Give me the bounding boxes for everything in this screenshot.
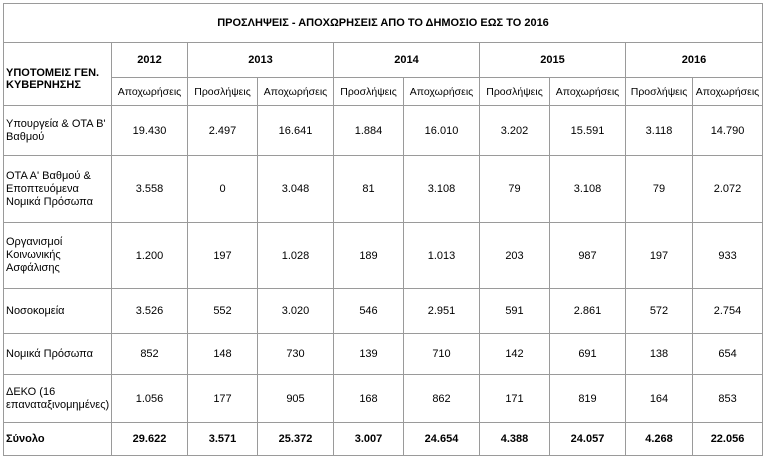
table-cell: 3.108 xyxy=(404,156,480,223)
table-cell: 591 xyxy=(480,289,550,334)
table-cell: 24.654 xyxy=(404,423,480,456)
table-cell: 14.790 xyxy=(693,106,763,156)
row-label: Υπουργεία & ΟΤΑ Β' Βαθμού xyxy=(4,106,112,156)
year-header-2016: 2016 xyxy=(626,43,763,78)
table-cell: 3.020 xyxy=(258,289,334,334)
corner-header: ΥΠΟΤΟΜΕΙΣ ΓΕΝ. ΚΥΒΕΡΝΗΣΗΣ xyxy=(4,43,112,106)
table-cell: 852 xyxy=(112,334,188,375)
table-cell: 933 xyxy=(693,223,763,289)
table-cell: 2.072 xyxy=(693,156,763,223)
row-label: Σύνολο xyxy=(4,423,112,456)
table-cell: 572 xyxy=(626,289,693,334)
column-header: Αποχωρήσεις xyxy=(550,78,626,106)
table-cell: 546 xyxy=(334,289,404,334)
table-cell: 4.268 xyxy=(626,423,693,456)
table-row xyxy=(4,334,763,375)
table-row xyxy=(4,156,763,223)
table-cell: 197 xyxy=(188,223,258,289)
table-cell: 148 xyxy=(188,334,258,375)
table-cell: 1.200 xyxy=(112,223,188,289)
year-header-2012: 2012 xyxy=(112,43,188,78)
column-header: Αποχωρήσεις xyxy=(693,78,763,106)
row-label: ΟΤΑ Α' Βαθμού & Εποπτευόμενα Νομικά Πρόσωπα xyxy=(4,156,112,223)
table-cell: 862 xyxy=(404,375,480,423)
row-label: Νομικά Πρόσωπα xyxy=(4,334,112,375)
table-cell: 25.372 xyxy=(258,423,334,456)
table-cell: 15.591 xyxy=(550,106,626,156)
table-cell: 24.057 xyxy=(550,423,626,456)
table-cell: 2.951 xyxy=(404,289,480,334)
table-title: ΠΡΟΣΛΗΨΕΙΣ - ΑΠΟΧΩΡΗΣΕΙΣ ΑΠΟ ΤΟ ΔΗΜΟΣΙΟ ΕΩΣ ΤΟ 2016 xyxy=(4,4,763,43)
table-cell: 987 xyxy=(550,223,626,289)
table-cell: 3.048 xyxy=(258,156,334,223)
column-header: Αποχωρήσεις xyxy=(258,78,334,106)
row-label: ΔΕΚΟ (16 επαναταξινομημένες) xyxy=(4,375,112,423)
recruitment-departures-table xyxy=(3,3,763,456)
table-cell: 19.430 xyxy=(112,106,188,156)
column-header: Προσλήψεις xyxy=(334,78,404,106)
table-cell: 1.884 xyxy=(334,106,404,156)
table-cell: 79 xyxy=(480,156,550,223)
table-cell: 29.622 xyxy=(112,423,188,456)
table-cell: 2.754 xyxy=(693,289,763,334)
subheader-row xyxy=(4,78,763,106)
table-cell: 853 xyxy=(693,375,763,423)
table-cell: 3.571 xyxy=(188,423,258,456)
row-label: Οργανισμοί Κοινωνικής Ασφάλισης xyxy=(4,223,112,289)
table-cell: 710 xyxy=(404,334,480,375)
year-header-2015: 2015 xyxy=(480,43,626,78)
table-cell: 3.118 xyxy=(626,106,693,156)
table-cell: 79 xyxy=(626,156,693,223)
table-cell: 3.526 xyxy=(112,289,188,334)
table-cell: 4.388 xyxy=(480,423,550,456)
column-header: Αποχωρήσεις xyxy=(112,78,188,106)
table-cell: 81 xyxy=(334,156,404,223)
table-cell: 16.010 xyxy=(404,106,480,156)
table-cell: 177 xyxy=(188,375,258,423)
table-cell: 197 xyxy=(626,223,693,289)
table-cell: 819 xyxy=(550,375,626,423)
table-cell: 2.861 xyxy=(550,289,626,334)
table-cell: 203 xyxy=(480,223,550,289)
title-row xyxy=(4,4,763,43)
table-cell: 1.056 xyxy=(112,375,188,423)
column-header: Προσλήψεις xyxy=(480,78,550,106)
table-cell: 1.013 xyxy=(404,223,480,289)
year-header-row xyxy=(4,43,763,78)
table-cell: 171 xyxy=(480,375,550,423)
table-cell: 2.497 xyxy=(188,106,258,156)
table-row xyxy=(4,423,763,456)
table-body xyxy=(4,106,763,456)
column-header: Αποχωρήσεις xyxy=(404,78,480,106)
table-cell: 654 xyxy=(693,334,763,375)
table-cell: 189 xyxy=(334,223,404,289)
table-cell: 730 xyxy=(258,334,334,375)
table-cell: 3.202 xyxy=(480,106,550,156)
row-label: Νοσοκομεία xyxy=(4,289,112,334)
table-cell: 164 xyxy=(626,375,693,423)
table-cell: 139 xyxy=(334,334,404,375)
column-header: Προσλήψεις xyxy=(188,78,258,106)
table-cell: 3.108 xyxy=(550,156,626,223)
table-cell: 3.007 xyxy=(334,423,404,456)
table-row xyxy=(4,223,763,289)
table-row xyxy=(4,289,763,334)
table-cell: 691 xyxy=(550,334,626,375)
table-cell: 16.641 xyxy=(258,106,334,156)
table-cell: 0 xyxy=(188,156,258,223)
year-header-2013: 2013 xyxy=(188,43,334,78)
table-cell: 905 xyxy=(258,375,334,423)
table-cell: 138 xyxy=(626,334,693,375)
table-cell: 142 xyxy=(480,334,550,375)
column-header: Προσλήψεις xyxy=(626,78,693,106)
table-row xyxy=(4,375,763,423)
year-header-2014: 2014 xyxy=(334,43,480,78)
table-cell: 168 xyxy=(334,375,404,423)
table-cell: 3.558 xyxy=(112,156,188,223)
table-cell: 1.028 xyxy=(258,223,334,289)
table-row xyxy=(4,106,763,156)
table-cell: 22.056 xyxy=(693,423,763,456)
table-cell: 552 xyxy=(188,289,258,334)
